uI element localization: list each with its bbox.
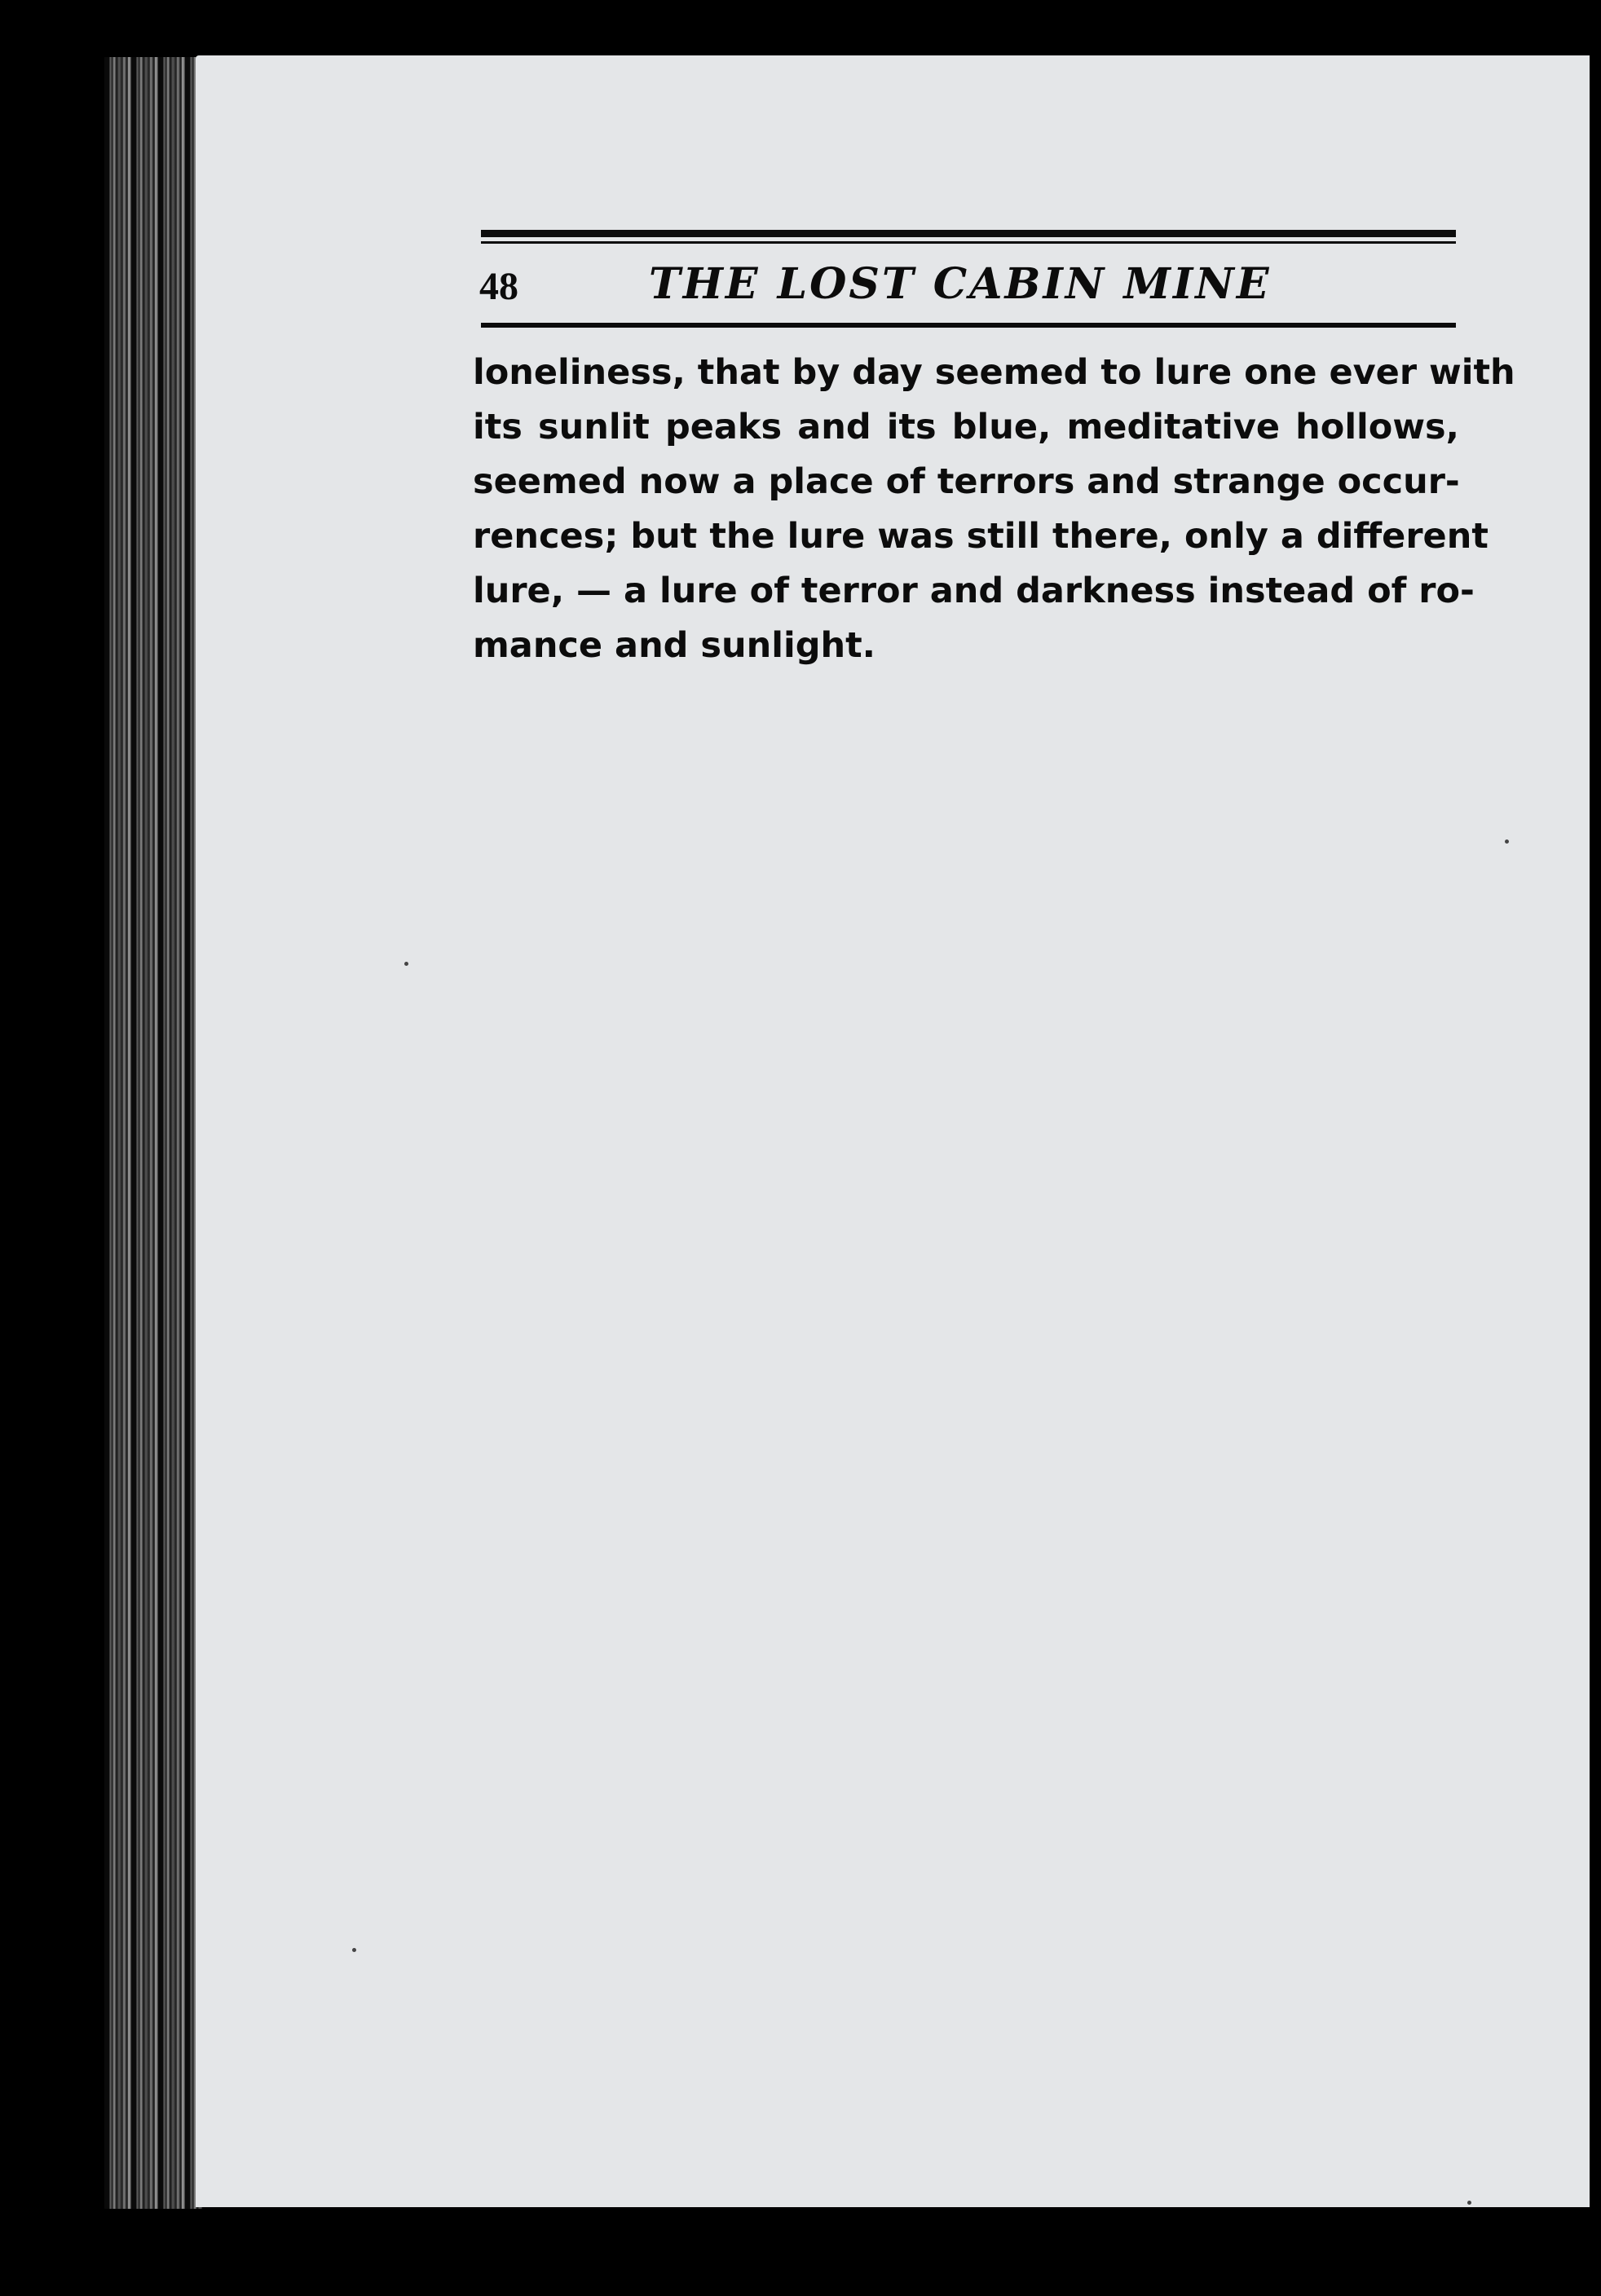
scan-speck bbox=[1467, 2201, 1471, 2205]
text-line: mance and sunlight. bbox=[473, 625, 876, 666]
text-line: its sunlit peaks and its blue, meditative hollows, bbox=[473, 407, 1459, 447]
running-title: THE LOST CABIN MINE bbox=[649, 259, 1272, 309]
book-binding-edge bbox=[104, 57, 202, 2209]
text-line: rences; but the lure was still there, only a different bbox=[473, 516, 1489, 557]
scan-speck bbox=[1505, 840, 1509, 844]
text-line: seemed now a place of terrors and strange occur- bbox=[473, 461, 1460, 502]
header-rule-top bbox=[481, 230, 1456, 237]
header-rule-bottom bbox=[481, 323, 1456, 328]
scan-speck bbox=[352, 1948, 356, 1952]
header-rule-top-thin bbox=[481, 241, 1456, 244]
body-paragraph bbox=[473, 346, 1515, 673]
scan-speck bbox=[404, 962, 408, 966]
text-line: lure, — a lure of terror and darkness instead of ro- bbox=[473, 571, 1475, 611]
text-line: loneliness, that by day seemed to lure one ever with bbox=[473, 352, 1515, 393]
running-header bbox=[479, 259, 1458, 324]
page-number: 48 bbox=[479, 265, 518, 308]
